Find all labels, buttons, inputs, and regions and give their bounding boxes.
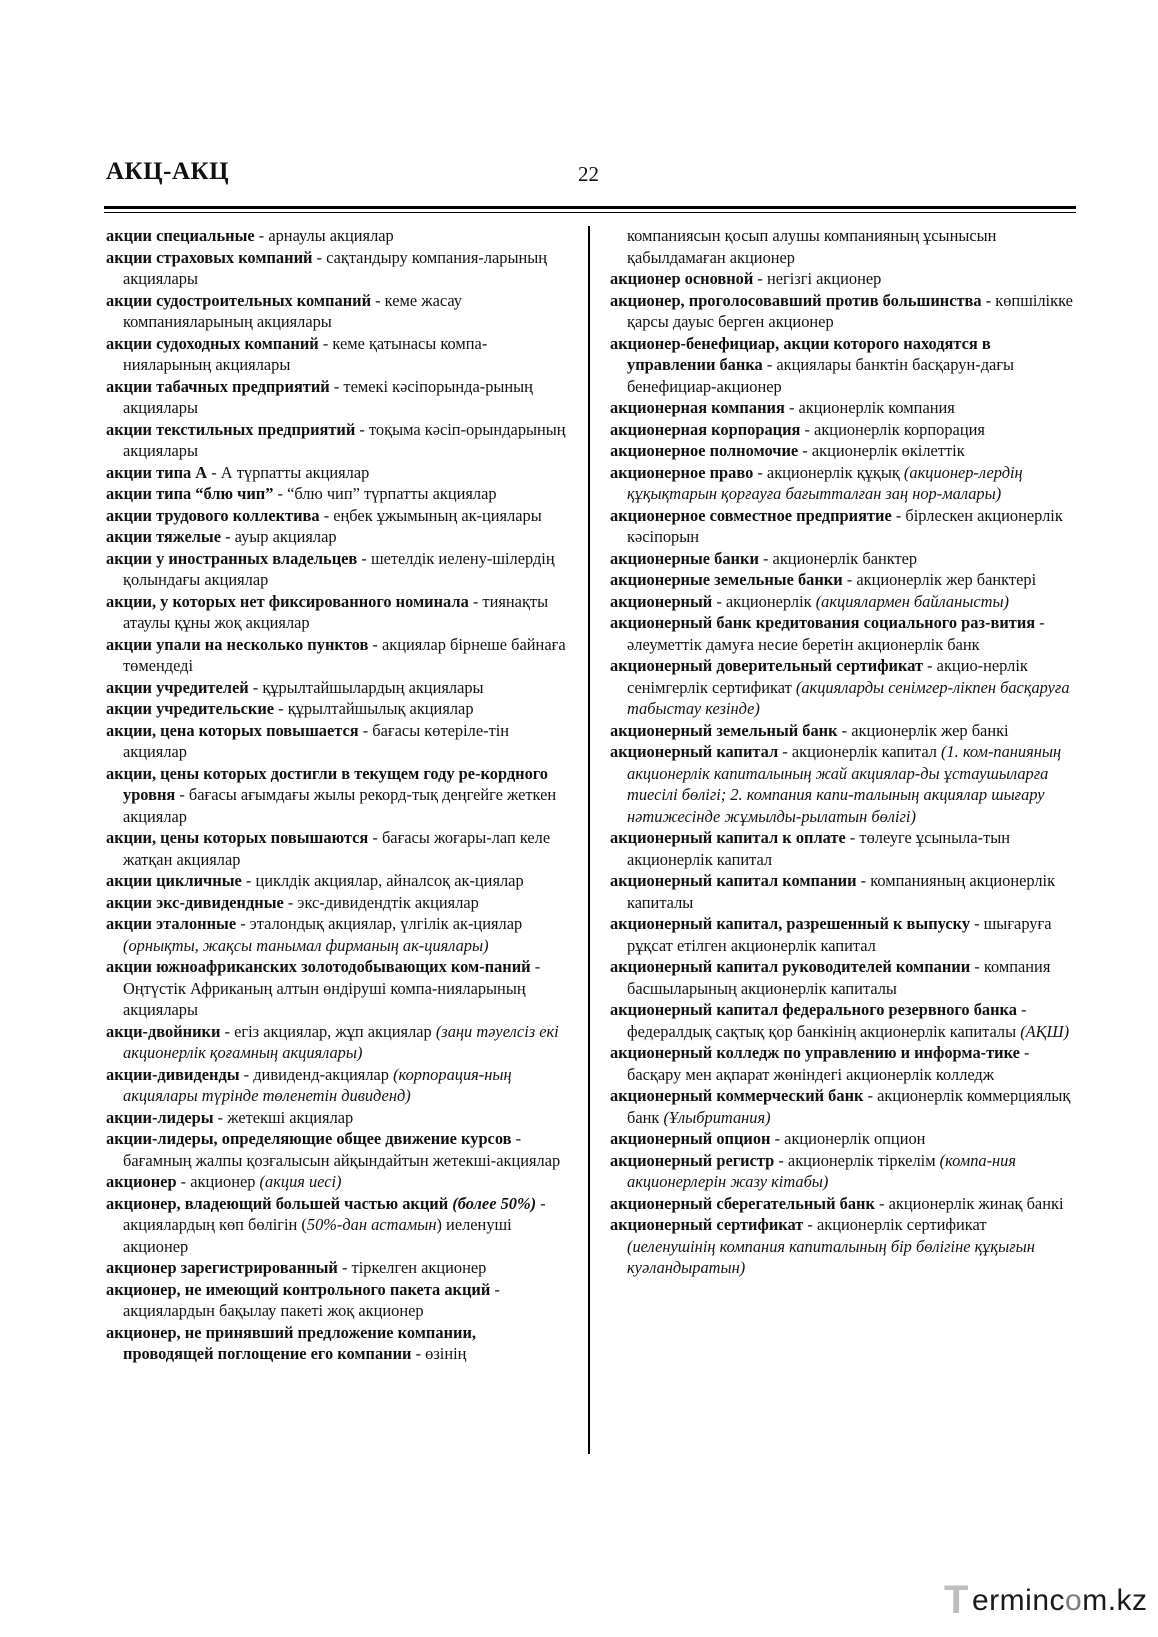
- entry-translation: - негізгі акционер: [753, 269, 882, 288]
- header-rule: [104, 206, 1076, 209]
- entry-translation: - егіз акциялар, жұп акциялар: [220, 1021, 436, 1041]
- entry-translation: - басқару мен ақпарат жөніндегі акционерлік колледж: [627, 1043, 1030, 1084]
- entry-note: (1. ком-панияның акционерлік капиталының жай акциялар-ды ұстаушыларға тиесілі бөлігі; 2. компания капи-талының акциялар шығару нәтижесінде жұмылды-рылатын бөлігі): [627, 742, 1062, 826]
- entry-term: акционерный капитал руководителей компании: [610, 957, 971, 976]
- entry-term: акционер: [106, 1172, 177, 1191]
- entry-term: (более 50%): [452, 1193, 537, 1213]
- entry-term: акционерный коммерческий банк: [610, 1086, 864, 1105]
- entry-translation: - құрылтайшылық акциялар: [274, 699, 474, 718]
- entry-term: акции учредительские: [106, 699, 275, 718]
- dictionary-entry: [610, 999, 1076, 1042]
- entry-term: акционерная корпорация: [610, 419, 801, 439]
- entry-translation: - акционерлік компания: [784, 398, 955, 417]
- entry-term: акционерный: [610, 591, 713, 611]
- dictionary-entry: [610, 720, 1076, 742]
- entry-term: акционерный сберегательный банк: [610, 1193, 875, 1213]
- entry-term: акции, у которых нет фиксированного номинала: [106, 591, 469, 611]
- entry-term: акционерный капитал федерального резервного банка: [610, 1000, 1017, 1019]
- dictionary-entry: [106, 505, 569, 527]
- entry-note: (компа-ния акционерлерін жазу кітабы): [627, 1150, 1016, 1191]
- entry-translation: - эталондық акциялар, үлгілік ак-циялар: [236, 914, 523, 933]
- dictionary-entry: [610, 827, 1076, 870]
- entry-translation: - акционерлік: [712, 591, 816, 611]
- entry-term: акции тяжелые: [106, 527, 221, 546]
- right-column: [610, 225, 1076, 1279]
- dictionary-entry: [610, 440, 1076, 462]
- dictionary-entry: [106, 763, 569, 828]
- entry-term: акции типа А: [106, 462, 208, 482]
- dictionary-entry: [610, 655, 1076, 720]
- entry-translation: - төлеуге ұсынылa-тын акционерлік капитал: [627, 828, 1011, 869]
- dictionary-entry: [106, 376, 569, 419]
- dictionary-entry: [610, 956, 1076, 999]
- entry-term: акционер, владеющий большей частью акций: [106, 1193, 453, 1213]
- entry-term: акционерное право: [610, 462, 754, 482]
- entry-note: (акциялармен байланысты): [815, 591, 1009, 611]
- entry-translation: - тиянақты атаулы құны жоқ акциялар: [123, 591, 549, 632]
- entry-note: (Ұлыбритания): [663, 1107, 771, 1127]
- dictionary-entry: [610, 1085, 1076, 1128]
- dictionary-entry: [106, 419, 569, 462]
- entry-note: (орнықты, жақсы танымал фирманың ак-циялары): [123, 935, 489, 955]
- dictionary-entry: [106, 1257, 569, 1279]
- dictionary-entry: [106, 827, 569, 870]
- entry-translation: - дивиденд-акциялар: [239, 1064, 394, 1084]
- entry-translation: - акционерлік корпорация: [800, 419, 985, 439]
- entry-translation: - тоқыма кәсіп-орындарының акциялары: [123, 419, 566, 460]
- entry-term: акции, цена которых повышается: [106, 720, 359, 740]
- dictionary-entry: [610, 290, 1076, 333]
- entry-translation: - акционерлік жинақ банкі: [874, 1193, 1064, 1213]
- entry-term: акции-дивиденды: [106, 1064, 240, 1084]
- entry-translation: - сақтандыру компания-ларының акциялары: [123, 247, 548, 288]
- dictionary-entry: [106, 225, 569, 247]
- entry-term: акции эталонные: [106, 914, 237, 933]
- entry-note: (заңи тәуелсіз екі акционерлік қоғамның акциялары): [123, 1021, 559, 1062]
- dictionary-entry: [106, 1064, 569, 1107]
- dictionary-entry: [106, 548, 569, 591]
- entry-term: акционерный капитал компании: [610, 871, 857, 890]
- dictionary-entry: [610, 333, 1076, 398]
- entry-term: акционер-бенефициар, акции которого находятся в управлении банка: [610, 333, 991, 374]
- entry-translation: - компания басшыларының акционерлік капиталы: [627, 957, 1051, 998]
- dictionary-entry: [106, 290, 569, 333]
- entry-translation: - еңбек ұжымының ак-циялары: [319, 505, 542, 525]
- dictionary-entry: [610, 870, 1076, 913]
- entry-term: акционерный колледж по управлению и информа-тике: [610, 1043, 1020, 1062]
- dictionary-entry: [610, 1128, 1076, 1150]
- entry-translation: - кеме жасау компанияларының акциялары: [123, 290, 462, 331]
- entry-term: акции типа “блю чип”: [106, 484, 274, 503]
- entry-note: (иеленушінің компания капиталының бір бөлігіне құқығын куәландыратын): [627, 1236, 1035, 1277]
- entry-term: акционерное совместное предприятие: [610, 505, 892, 525]
- entry-translation: - экс-дивидендтік акциялар: [283, 892, 479, 912]
- entry-translation: - көпшілікке қарсы дауыс берген акционер: [627, 290, 1073, 331]
- entry-translation: - жетекші акциялар: [213, 1107, 354, 1127]
- dictionary-entry: [106, 1128, 569, 1171]
- entry-note: (акция иесі): [259, 1172, 342, 1191]
- entry-term: акционерный опцион: [610, 1129, 771, 1148]
- entry-translation: - акционерлік жер банкі: [837, 720, 1009, 740]
- entry-term: акционерный банк кредитования социального раз-вития: [610, 613, 1036, 632]
- entry-translation: - акциялар бірнеше байнаға төмендеді: [123, 634, 566, 675]
- dictionary-entry: [610, 1214, 1076, 1279]
- entry-translation: - акционерлік коммерциялық банк: [627, 1086, 1071, 1127]
- entry-translation: - бағасы ағымдағы жылы рекорд-тық деңгейге жеткен акциялар: [123, 785, 557, 826]
- entry-translation: - шығаруға рұқсат етілген акционерлік капитал: [627, 914, 1052, 955]
- entry-translation: - бағасы жоғары-лап келе жатқан акциялар: [123, 828, 551, 869]
- entry-note: (корпорация-ның акциялары түрінде төленетін дивиденд): [123, 1064, 512, 1105]
- entry-translation: - акцио-нерлік сенімгерлік сертификат: [627, 656, 1028, 697]
- entry-term: акции, цены которых повышаются: [106, 828, 369, 847]
- dictionary-entry: [106, 526, 569, 548]
- entry-translation: - акциялардың көп бөлігін (: [123, 1193, 546, 1234]
- entry-term: акционерный капитал: [610, 742, 779, 761]
- entry-translation: ) иеленуші акционер: [123, 1215, 512, 1256]
- entry-term: акции-лидеры: [106, 1107, 214, 1127]
- entry-translation: - циклдік акциялар, айналсоқ ак-циялар: [241, 871, 524, 890]
- entry-term: акционер основной: [610, 269, 754, 288]
- dictionary-entry: [106, 870, 569, 892]
- dictionary-entry: [106, 720, 569, 763]
- dictionary-entry: [610, 1193, 1076, 1215]
- entry-term: акции учредителей: [106, 677, 249, 697]
- entry-term: акции судоходных компаний: [106, 333, 319, 353]
- dictionary-entry: [610, 548, 1076, 570]
- dictionary-entry: [106, 1171, 569, 1193]
- dictionary-entry: [106, 1322, 569, 1365]
- entry-term: акции упали на несколько пунктов: [106, 634, 369, 654]
- dictionary-entry: [106, 1279, 569, 1322]
- entry-term: акции текстильных предприятий: [106, 419, 356, 439]
- entry-term: акции у иностранных владельцев: [106, 548, 358, 568]
- dictionary-entry: [106, 892, 569, 914]
- entry-translation: - акционерлік опцион: [770, 1129, 926, 1148]
- entry-translation: - Оңтүстік Африканың алтын өндіруші компа-нияларының акциялары: [123, 957, 541, 1019]
- continuation-text: компаниясын қосып алушы компанияның ұсынысын қабылдамаған акционер: [627, 226, 997, 267]
- entry-term: акционерные банки: [610, 548, 759, 568]
- dictionary-entry: [610, 1150, 1076, 1193]
- column-divider: [588, 226, 590, 1454]
- entry-term: акции цикличные: [106, 871, 242, 890]
- entry-translation: - ауыр акциялар: [220, 527, 337, 546]
- entry-translation: - әлеуметтік дамуға несие беретін акционерлік банк: [627, 613, 1045, 654]
- entry-translation: - тіркелген акционер: [337, 1258, 487, 1277]
- entry-term: акции южноафриканских золотодобывающих ком-паний: [106, 957, 531, 976]
- dictionary-entry: [106, 698, 569, 720]
- entry-term: акционерный капитал, разрешенный к выпуску: [610, 914, 971, 933]
- entry-translation: - бағамның жалпы қозғалысын айқындайтын жетекші-акциялар: [123, 1129, 561, 1170]
- entry-term: акционерный капитал к оплате: [610, 828, 846, 847]
- dictionary-entry: [610, 612, 1076, 655]
- dictionary-entry: [106, 634, 569, 677]
- dictionary-entry: [610, 569, 1076, 591]
- entry-term: акционерные земельные банки: [610, 570, 843, 589]
- dictionary-entry: [106, 483, 569, 505]
- dictionary-entry: [106, 333, 569, 376]
- entry-term: акционер зарегистрированный: [106, 1258, 338, 1277]
- dictionary-entry: [106, 677, 569, 699]
- dictionary-entry: [106, 462, 569, 484]
- dictionary-entry: [106, 247, 569, 290]
- section-header: АКЦ-АКЦ: [106, 158, 230, 185]
- entry-translation: - бірлескен акционерлік кәсіпорын: [627, 505, 1063, 546]
- entry-term: акции, цены которых достигли в текущем году ре-кордного уровня: [106, 763, 549, 804]
- entry-translation: - акционерлік сертификат: [803, 1215, 987, 1234]
- dictionary-entry: [610, 741, 1076, 827]
- entry-term: акционерный доверительный сертификат: [610, 656, 924, 675]
- logo-text: ermincom.kz: [972, 1584, 1148, 1617]
- entry-translation: - компанияның акционерлік капиталы: [627, 871, 1056, 912]
- entry-term: акционерный регистр: [610, 1150, 775, 1170]
- entry-note: (АҚШ): [1020, 1021, 1070, 1041]
- entry-term: акционер, проголосовавший против большинства: [610, 290, 982, 310]
- entry-term: акционерный сертификат: [610, 1215, 804, 1234]
- entry-translation: - акционерлік тіркелім: [774, 1150, 940, 1170]
- entry-translation: - бағасы көтеріле-тін акциялар: [123, 720, 510, 761]
- entry-translation: - акциялардын бақылау пакеті жоқ акционер: [123, 1279, 500, 1320]
- entry-term: акционер, не имеющий контрольного пакета акций: [106, 1279, 491, 1299]
- entry-translation: - акционер: [176, 1172, 260, 1191]
- entry-term: акционерная компания: [610, 398, 785, 417]
- entry-term: акции страховых компаний: [106, 247, 313, 267]
- entry-translation: - құрылтайшылардың акциялары: [248, 677, 484, 697]
- dictionary-entry: [610, 1042, 1076, 1085]
- entry-term: акции судостроительных компаний: [106, 290, 372, 310]
- entry-term: акции экс-дивидендные: [106, 892, 284, 912]
- dictionary-entry: [106, 1021, 569, 1064]
- dictionary-entry: [106, 591, 569, 634]
- entry-translation: - шетелдік иелену-шілердің қолындағы акциялар: [123, 548, 555, 589]
- entry-note: (акцияларды сенімгер-лікпен басқаруға табыстау кезінде): [627, 677, 1070, 718]
- logo-mark: T: [944, 1578, 969, 1622]
- dictionary-entry: [106, 956, 569, 1021]
- entry-translation: - акционерлік өкілеттік: [798, 441, 965, 460]
- entry-note: (акционер-лердің құқықтарын қорғауға бағытталған заң нор-малары): [627, 462, 1023, 503]
- entry-translation: - акционерлік банктер: [758, 548, 918, 568]
- dictionary-entry: [106, 913, 569, 956]
- entry-translation: - “блю чип” түрпатты акциялар: [273, 484, 497, 503]
- entry-term: акционер, не принявший предложение компании, проводящей поглощение его компании: [106, 1322, 476, 1363]
- dictionary-entry: [610, 462, 1076, 505]
- entry-term: акции трудового коллектива: [106, 505, 320, 525]
- page-number: 22: [578, 162, 599, 186]
- entry-term: акции специальные: [106, 226, 255, 245]
- dictionary-entry: [106, 1107, 569, 1129]
- dictionary-entry: [106, 1193, 569, 1258]
- entry-translation: - акционерлік капитал: [778, 742, 942, 761]
- entry-translation: - акциялары банктін басқарун-дағы бенефициар-акционер: [627, 355, 1015, 396]
- dictionary-entry: [610, 419, 1076, 441]
- entry-note: 50%-дан астамын: [306, 1215, 437, 1234]
- entry-term: акции-лидеры, определяющие общее движение курсов: [106, 1129, 512, 1148]
- entry-translation: - акционерлік құқық: [753, 462, 904, 482]
- left-column: [106, 225, 569, 1365]
- header-rule-thin: [104, 212, 1076, 213]
- entry-term: акции табачных предприятий: [106, 376, 330, 396]
- dictionary-entry: [610, 397, 1076, 419]
- dictionary-entry: [610, 268, 1076, 290]
- entry-translation: - кеме қатынасы компа-нияларының акциялары: [123, 333, 488, 374]
- dictionary-entry: [610, 505, 1076, 548]
- entry-term: акционерное полномочие: [610, 441, 799, 460]
- entry-translation: - арнаулы акциялар: [254, 226, 394, 245]
- entry-term: акционерный земельный банк: [610, 720, 838, 740]
- entry-translation: - акционерлік жер банктері: [842, 570, 1037, 589]
- entry-translation: - А түрпатты акциялар: [207, 462, 370, 482]
- dictionary-entry: [610, 591, 1076, 613]
- entry-translation: - өзінің: [411, 1344, 467, 1363]
- entry-term: акци-двойники: [106, 1021, 221, 1041]
- entry-translation: - темекі кәсіпорында-рының акциялары: [123, 376, 533, 417]
- dictionary-entry: [610, 913, 1076, 956]
- entry-translation: - федералдық сақтық қор банкінің акционерлік капиталы: [627, 1000, 1027, 1041]
